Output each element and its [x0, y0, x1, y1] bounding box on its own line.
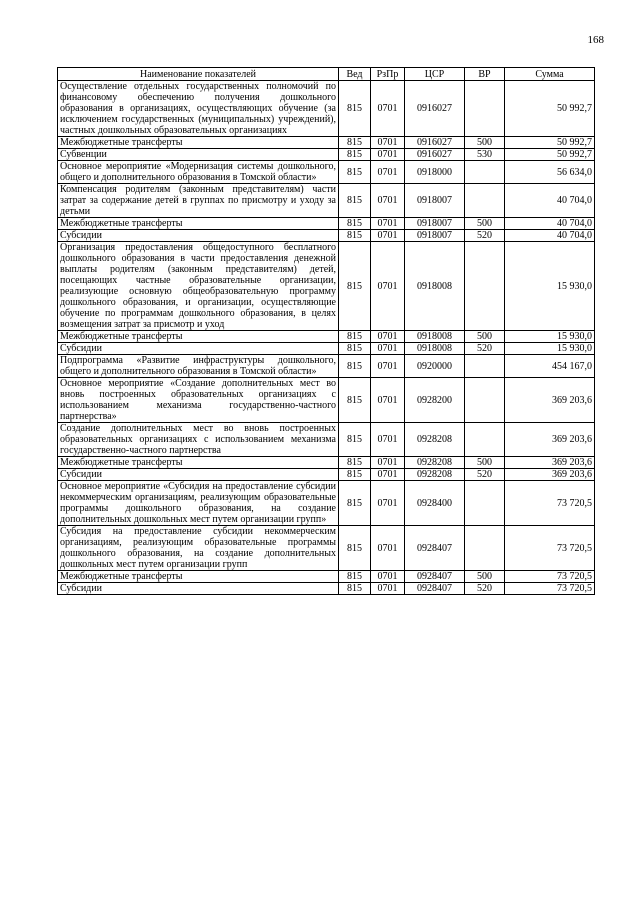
row-vr	[465, 161, 505, 184]
row-ved: 815	[339, 583, 371, 595]
row-vr: 500	[465, 218, 505, 230]
row-vr	[465, 355, 505, 378]
row-name: Организация предоставления общедоступного бесплатного дошкольного образования в части предоставления денежной выплаты родителям (законным представителям) детей, посещающих частные образовательные организации, реализующие основную общеобразовательную программу дошкольного образования, и организации, осуществляющие обучение по программам дошкольного образования, в целях возмещения затрат за присмотр и уход	[58, 242, 339, 331]
row-vr: 500	[465, 137, 505, 149]
row-csr: 0928208	[405, 423, 465, 457]
budget-table	[57, 67, 595, 595]
row-rzpr: 0701	[371, 242, 405, 331]
row-rzpr: 0701	[371, 526, 405, 571]
row-name: Основное мероприятие «Модернизация системы дошкольного, общего и дополнительного образования в Томской области»	[58, 161, 339, 184]
row-name: Создание дополнительных мест во вновь построенных образовательных организациях с использованием механизма государственно-частного партнерства	[58, 423, 339, 457]
row-rzpr: 0701	[371, 469, 405, 481]
row-sum: 50 992,7	[505, 149, 595, 161]
table-row	[58, 469, 595, 481]
row-sum: 15 930,0	[505, 331, 595, 343]
table-row	[58, 583, 595, 595]
row-ved: 815	[339, 355, 371, 378]
row-sum: 369 203,6	[505, 457, 595, 469]
row-rzpr: 0701	[371, 571, 405, 583]
row-sum: 50 992,7	[505, 81, 595, 137]
row-vr: 520	[465, 230, 505, 242]
table-row	[58, 457, 595, 469]
row-sum: 50 992,7	[505, 137, 595, 149]
row-csr: 0928407	[405, 526, 465, 571]
row-sum: 369 203,6	[505, 423, 595, 457]
table-row	[58, 81, 595, 137]
row-vr	[465, 378, 505, 423]
row-sum: 369 203,6	[505, 469, 595, 481]
table-row	[58, 423, 595, 457]
row-sum: 40 704,0	[505, 184, 595, 218]
row-csr: 0920000	[405, 355, 465, 378]
row-rzpr: 0701	[371, 161, 405, 184]
row-ved: 815	[339, 230, 371, 242]
row-name: Основное мероприятие «Субсидия на предоставление субсидии некоммерческим организациям, реализующим образовательные программы дошкольного образования, на создание дополнительных дошкольных мест путем организации групп»	[58, 481, 339, 526]
row-rzpr: 0701	[371, 355, 405, 378]
row-rzpr: 0701	[371, 423, 405, 457]
row-sum: 73 720,5	[505, 526, 595, 571]
row-sum: 369 203,6	[505, 378, 595, 423]
row-name: Субсидии	[58, 469, 339, 481]
row-csr: 0918007	[405, 218, 465, 230]
row-ved: 815	[339, 343, 371, 355]
row-rzpr: 0701	[371, 149, 405, 161]
row-vr: 500	[465, 331, 505, 343]
row-sum: 73 720,5	[505, 571, 595, 583]
row-csr: 0918007	[405, 230, 465, 242]
row-vr: 530	[465, 149, 505, 161]
row-sum: 40 704,0	[505, 230, 595, 242]
row-ved: 815	[339, 469, 371, 481]
row-csr: 0918008	[405, 331, 465, 343]
row-ved: 815	[339, 81, 371, 137]
row-ved: 815	[339, 423, 371, 457]
row-ved: 815	[339, 149, 371, 161]
row-rzpr: 0701	[371, 230, 405, 242]
table-row	[58, 331, 595, 343]
row-vr: 520	[465, 469, 505, 481]
row-name: Основное мероприятие «Создание дополнительных мест во вновь построенных образовательных организациях с использованием механизма государственно-частного партнерства»	[58, 378, 339, 423]
row-csr: 0918008	[405, 242, 465, 331]
table-row	[58, 137, 595, 149]
row-name: Осуществление отдельных государственных полномочий по финансовому обеспечению получения дошкольного образования в организациях, осуществляющих обучение (за исключением государственных (муниципальных) учреждений), частных дошкольных образовательных организациях	[58, 81, 339, 137]
table-row	[58, 184, 595, 218]
row-sum: 40 704,0	[505, 218, 595, 230]
row-name: Межбюджетные трансферты	[58, 137, 339, 149]
row-vr	[465, 242, 505, 331]
row-ved: 815	[339, 571, 371, 583]
row-ved: 815	[339, 137, 371, 149]
header-name: Наименование показателей	[58, 68, 339, 81]
row-ved: 815	[339, 161, 371, 184]
row-csr: 0928208	[405, 457, 465, 469]
row-vr	[465, 423, 505, 457]
row-rzpr: 0701	[371, 331, 405, 343]
row-vr: 500	[465, 571, 505, 583]
row-name: Субсидии	[58, 230, 339, 242]
header-ved: Вед	[339, 68, 371, 81]
row-name: Субсидии	[58, 583, 339, 595]
row-rzpr: 0701	[371, 457, 405, 469]
row-csr: 0928400	[405, 481, 465, 526]
row-csr: 0918008	[405, 343, 465, 355]
header-sum: Сумма	[505, 68, 595, 81]
row-rzpr: 0701	[371, 481, 405, 526]
row-csr: 0918007	[405, 184, 465, 218]
row-name: Субсидии	[58, 343, 339, 355]
row-name: Межбюджетные трансферты	[58, 331, 339, 343]
row-csr: 0916027	[405, 137, 465, 149]
row-csr: 0916027	[405, 149, 465, 161]
row-name: Межбюджетные трансферты	[58, 571, 339, 583]
row-ved: 815	[339, 184, 371, 218]
row-rzpr: 0701	[371, 583, 405, 595]
row-name: Межбюджетные трансферты	[58, 457, 339, 469]
row-vr: 520	[465, 343, 505, 355]
row-ved: 815	[339, 242, 371, 331]
row-ved: 815	[339, 218, 371, 230]
table-row	[58, 230, 595, 242]
row-sum: 73 720,5	[505, 583, 595, 595]
header-csr: ЦСР	[405, 68, 465, 81]
table-header-row	[58, 68, 595, 81]
row-sum: 56 634,0	[505, 161, 595, 184]
row-vr: 500	[465, 457, 505, 469]
row-vr	[465, 81, 505, 137]
row-ved: 815	[339, 526, 371, 571]
row-ved: 815	[339, 331, 371, 343]
table-row	[58, 242, 595, 331]
row-csr: 0916027	[405, 81, 465, 137]
row-ved: 815	[339, 481, 371, 526]
row-name: Субвенции	[58, 149, 339, 161]
table-row	[58, 149, 595, 161]
row-rzpr: 0701	[371, 218, 405, 230]
row-name: Компенсация родителям (законным представителям) части затрат за содержание детей в группах по присмотру и уходу за детьми	[58, 184, 339, 218]
row-vr	[465, 184, 505, 218]
table-row	[58, 571, 595, 583]
row-vr	[465, 526, 505, 571]
table-row	[58, 218, 595, 230]
row-sum: 454 167,0	[505, 355, 595, 378]
table-row	[58, 355, 595, 378]
header-vr: ВР	[465, 68, 505, 81]
table-row	[58, 481, 595, 526]
row-csr: 0928407	[405, 583, 465, 595]
row-name: Подпрограмма «Развитие инфраструктуры дошкольного, общего и дополнительного образования в Томской области»	[58, 355, 339, 378]
row-rzpr: 0701	[371, 378, 405, 423]
table-row	[58, 378, 595, 423]
row-sum: 15 930,0	[505, 343, 595, 355]
row-rzpr: 0701	[371, 137, 405, 149]
header-rzpr: РзПр	[371, 68, 405, 81]
row-rzpr: 0701	[371, 343, 405, 355]
table-row	[58, 161, 595, 184]
table-row	[58, 343, 595, 355]
row-rzpr: 0701	[371, 81, 405, 137]
row-rzpr: 0701	[371, 184, 405, 218]
row-name: Межбюджетные трансферты	[58, 218, 339, 230]
row-csr: 0928200	[405, 378, 465, 423]
row-csr: 0928407	[405, 571, 465, 583]
table-row	[58, 526, 595, 571]
row-name: Субсидия на предоставление субсидии некоммерческим организациям, реализующим образовательные программы дошкольного образования, на создание дополнительных дошкольных мест путем организации групп	[58, 526, 339, 571]
row-csr: 0928208	[405, 469, 465, 481]
row-vr: 520	[465, 583, 505, 595]
row-vr	[465, 481, 505, 526]
page-number: 168	[587, 34, 604, 46]
row-ved: 815	[339, 457, 371, 469]
row-ved: 815	[339, 378, 371, 423]
row-sum: 73 720,5	[505, 481, 595, 526]
row-sum: 15 930,0	[505, 242, 595, 331]
row-csr: 0918000	[405, 161, 465, 184]
